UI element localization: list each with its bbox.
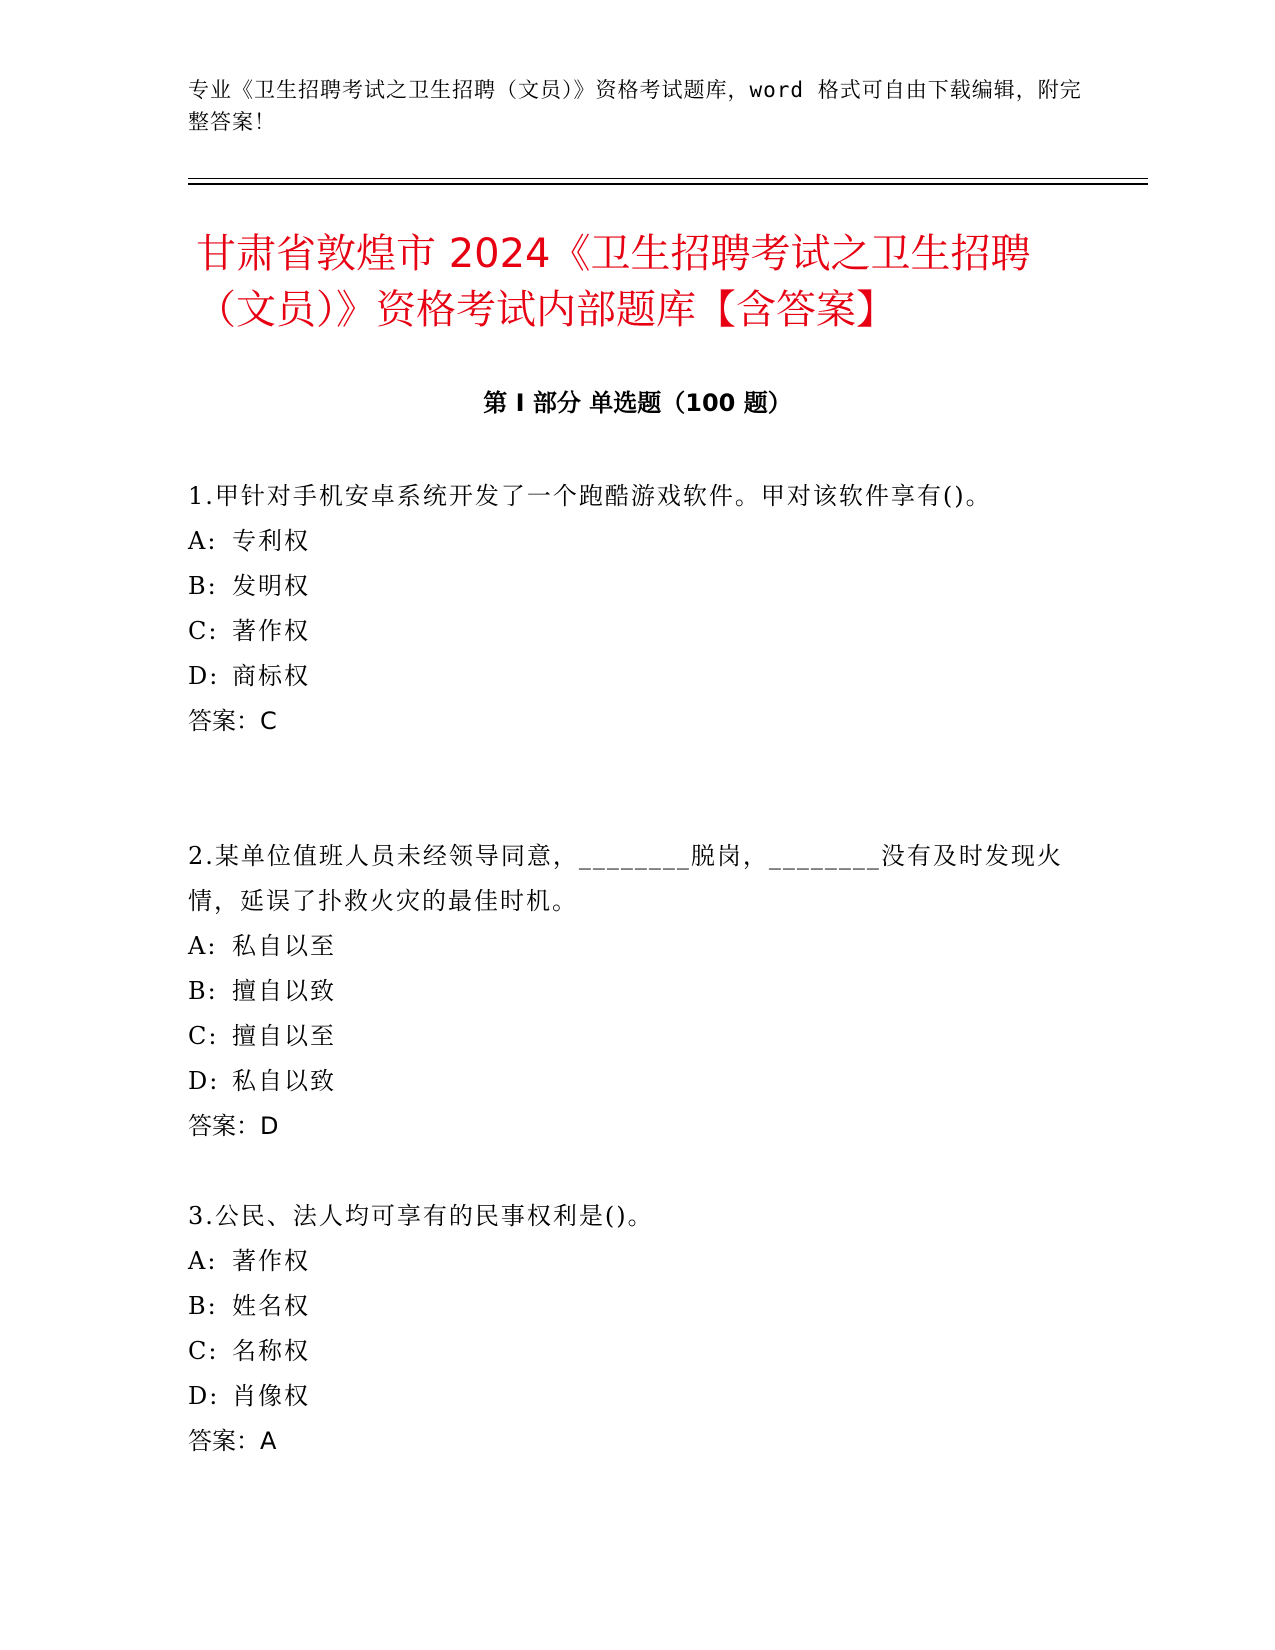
option-text: 商标权 xyxy=(232,662,310,690)
option-key: C: xyxy=(188,1337,219,1365)
question-text: 3.公民、法人均可享有的民事权利是()。 xyxy=(188,1202,654,1230)
option-d xyxy=(188,654,1068,699)
option-text: 私自以致 xyxy=(232,1067,336,1095)
option-key: D: xyxy=(188,1382,220,1410)
option-text: 著作权 xyxy=(232,617,310,645)
option-d xyxy=(188,1374,1068,1419)
option-list xyxy=(188,519,1068,699)
option-text: 名称权 xyxy=(232,1337,310,1365)
option-key: A: xyxy=(188,932,218,960)
question-block xyxy=(188,834,1068,1149)
option-c xyxy=(188,1014,1068,1059)
option-text: 专利权 xyxy=(232,527,310,555)
document-title: 甘肃省敦煌市 2024《卫生招聘考试之卫生招聘（文员）》资格考试内部题库【含答案】 xyxy=(196,231,1031,333)
option-a xyxy=(188,1239,1068,1284)
option-c xyxy=(188,1329,1068,1374)
option-key: B: xyxy=(188,1292,218,1320)
question-block xyxy=(188,474,1068,744)
option-text: 私自以至 xyxy=(232,932,336,960)
answer-line: 答案：A xyxy=(188,1427,277,1455)
option-text: 肖像权 xyxy=(232,1382,310,1410)
option-key: A: xyxy=(188,1247,218,1275)
option-list xyxy=(188,924,1068,1104)
question-text: 1.甲针对手机安卓系统开发了一个跑酷游戏软件。甲对该软件享有()。 xyxy=(188,482,992,510)
option-key: A: xyxy=(188,527,218,555)
option-key: B: xyxy=(188,977,218,1005)
option-list xyxy=(188,1239,1068,1419)
option-c xyxy=(188,609,1068,654)
option-text: 发明权 xyxy=(232,572,310,600)
header-note: 专业《卫生招聘考试之卫生招聘（文员）》资格考试题库，word 格式可自由下载编辑，附完整答案！ xyxy=(188,78,1082,134)
question-block xyxy=(188,1194,1068,1464)
section-title: 第 I 部分 单选题（100 题） xyxy=(483,389,792,417)
option-a xyxy=(188,924,1068,969)
option-text: 擅自以致 xyxy=(232,977,336,1005)
option-a xyxy=(188,519,1068,564)
header-rule-thin xyxy=(188,178,1148,179)
question-text: 2.某单位值班人员未经领导同意，________脱岗，________没有及时发现火情，延误了扑救火灾的最佳时机。 xyxy=(188,842,1063,915)
option-key: C: xyxy=(188,617,219,645)
option-key: D: xyxy=(188,1067,220,1095)
answer-line: 答案：D xyxy=(188,1112,279,1140)
option-text: 著作权 xyxy=(232,1247,310,1275)
option-d xyxy=(188,1059,1068,1104)
answer-line: 答案：C xyxy=(188,707,277,735)
option-b xyxy=(188,969,1068,1014)
option-text: 擅自以至 xyxy=(232,1022,336,1050)
option-key: B: xyxy=(188,572,218,600)
header-rule-thick xyxy=(188,183,1148,185)
option-text: 姓名权 xyxy=(232,1292,310,1320)
option-key: D: xyxy=(188,662,220,690)
option-key: C: xyxy=(188,1022,219,1050)
option-b xyxy=(188,1284,1068,1329)
option-b xyxy=(188,564,1068,609)
